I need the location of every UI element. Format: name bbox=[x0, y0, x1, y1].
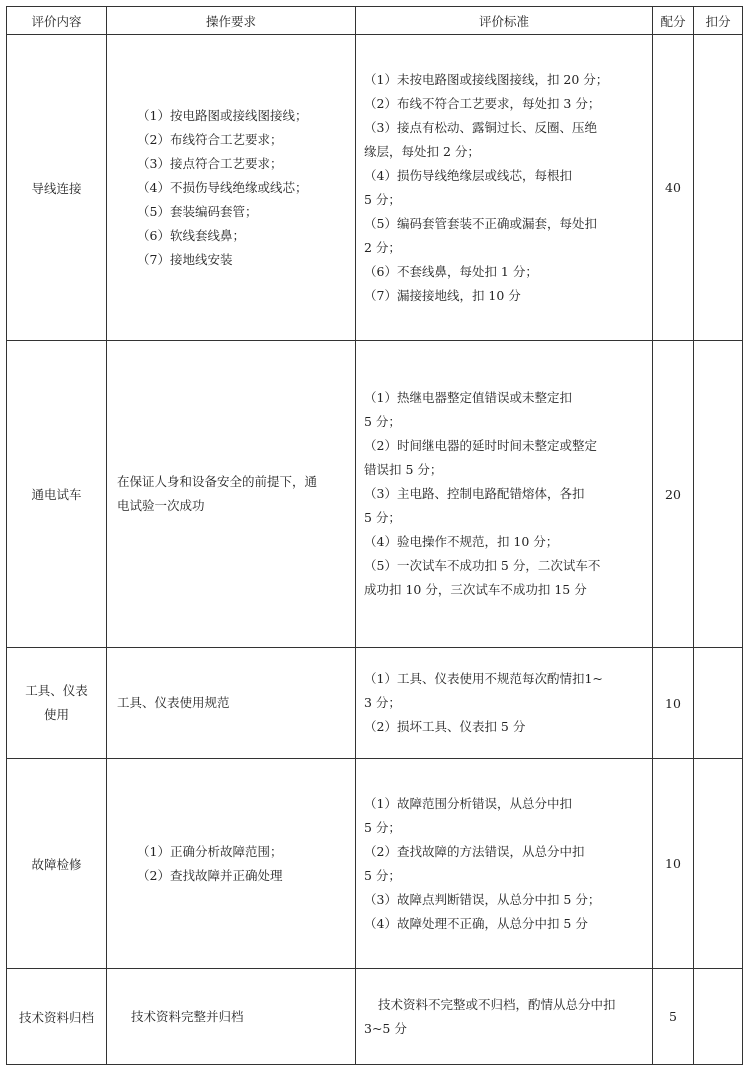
cell-requirement bbox=[107, 969, 356, 1065]
cell-standard bbox=[356, 759, 653, 969]
standard-line: （1）工具、仪表使用不规范每次酌情扣1~ bbox=[364, 671, 603, 686]
standard-line: （2）损坏工具、仪表扣 5 分 bbox=[364, 719, 526, 734]
table-row bbox=[7, 648, 743, 759]
cell-score: 10 bbox=[653, 759, 694, 969]
requirement-line: 电试验一次成功 bbox=[117, 498, 205, 513]
standard-line: 5 分； bbox=[364, 414, 401, 429]
requirement-line: （7）接地线安装 bbox=[137, 251, 233, 267]
cell-content: 故障检修 bbox=[7, 759, 107, 969]
standard-line: 5 分； bbox=[364, 819, 401, 835]
standard-line: （5）一次试车不成功扣 5 分，二次试车不 bbox=[364, 558, 601, 573]
standard-line: 成功扣 10 分，三次试车不成功扣 15 分 bbox=[364, 582, 587, 597]
cell-deduct bbox=[694, 35, 743, 341]
requirement-line: （3）接点符合工艺要求； bbox=[137, 155, 283, 171]
header-row bbox=[7, 7, 743, 35]
standard-line: （2）时间继电器的延时时间未整定或整定 bbox=[364, 438, 597, 453]
cell-content: 通电试车 bbox=[7, 341, 107, 648]
standard-line: 技术资料不完整或不归档，酌情从总分中扣 bbox=[378, 996, 616, 1012]
cell-requirement bbox=[107, 341, 356, 648]
standard-line: 5 分； bbox=[364, 510, 401, 525]
requirement-line: 在保证人身和设备安全的前提下，通 bbox=[117, 474, 318, 489]
table-row bbox=[7, 969, 743, 1065]
requirement-line: （4）不损伤导线绝缘或线芯； bbox=[137, 179, 308, 195]
standard-line: 3 分； bbox=[364, 695, 401, 710]
cell-content: 技术资料归档 bbox=[7, 969, 107, 1065]
cell-deduct bbox=[694, 648, 743, 759]
standard-line: （6）不套线鼻，每处扣 1 分； bbox=[364, 263, 538, 279]
cell-standard bbox=[356, 648, 653, 759]
cell-score: 10 bbox=[653, 648, 694, 759]
cell-requirement bbox=[107, 648, 356, 759]
cell-score: 20 bbox=[653, 341, 694, 648]
cell-deduct bbox=[694, 759, 743, 969]
requirement-line: （5）套装编码套管； bbox=[137, 203, 258, 219]
cell-content: 导线连接 bbox=[7, 35, 107, 341]
cell-requirement bbox=[107, 35, 356, 341]
requirement-line: （1）正确分析故障范围； bbox=[137, 843, 283, 859]
requirement-line: 技术资料完整并归档 bbox=[131, 1008, 244, 1024]
standard-line: （3）主电路、控制电路配错熔体，各扣 bbox=[364, 486, 585, 501]
standard-line: 5 分； bbox=[364, 191, 401, 207]
standard-line: （4）故障处理不正确，从总分中扣 5 分 bbox=[364, 915, 588, 931]
requirement-line: （2）布线符合工艺要求； bbox=[137, 131, 283, 147]
standard-line: （3）接点有松动、露铜过长、反圈、压绝 bbox=[364, 119, 597, 135]
evaluation-table bbox=[6, 6, 743, 1065]
requirement-line: （6）软线套线鼻； bbox=[137, 227, 245, 243]
standard-line: （1）未按电路图或接线图接线，扣 20 分； bbox=[364, 71, 609, 87]
content-line: 使用 bbox=[43, 707, 69, 722]
standard-line: （1）故障范围分析错误，从总分中扣 bbox=[364, 795, 572, 811]
cell-standard bbox=[356, 35, 653, 341]
cell-content bbox=[7, 648, 107, 759]
standard-line: （3）故障点判断错误，从总分中扣 5 分； bbox=[364, 891, 601, 907]
standard-line: （2）布线不符合工艺要求，每处扣 3 分； bbox=[364, 95, 601, 111]
content-line: 工具、仪表 bbox=[25, 683, 88, 698]
requirement-line: （2）查找故障并正确处理 bbox=[137, 867, 283, 883]
standard-line: 缘层，每处扣 2 分； bbox=[364, 143, 480, 159]
standard-line: 5 分； bbox=[364, 867, 401, 883]
cell-score: 5 bbox=[653, 969, 694, 1065]
cell-deduct bbox=[694, 969, 743, 1065]
cell-deduct bbox=[694, 341, 743, 648]
table-row bbox=[7, 35, 743, 341]
requirement-line: （1）按电路图或接线图接线； bbox=[137, 107, 308, 123]
requirement-line: 工具、仪表使用规范 bbox=[117, 695, 230, 710]
standard-line: （4）损伤导线绝缘层或线芯，每根扣 bbox=[364, 167, 572, 183]
cell-standard bbox=[356, 969, 653, 1065]
standard-line: 3~5 分 bbox=[364, 1020, 407, 1036]
standard-line: （7）漏接接地线，扣 10 分 bbox=[364, 287, 521, 303]
header-standard: 评价标准 bbox=[356, 7, 653, 35]
standard-line: （4）验电操作不规范，扣 10 分； bbox=[364, 534, 559, 549]
cell-standard bbox=[356, 341, 653, 648]
standard-line: （2）查找故障的方法错误，从总分中扣 bbox=[364, 843, 585, 859]
standard-line: 2 分； bbox=[364, 239, 401, 255]
cell-requirement bbox=[107, 759, 356, 969]
cell-score: 40 bbox=[653, 35, 694, 341]
header-score: 配分 bbox=[653, 7, 694, 35]
standard-line: 错误扣 5 分； bbox=[364, 462, 443, 477]
header-requirement: 操作要求 bbox=[107, 7, 356, 35]
table-row bbox=[7, 759, 743, 969]
standard-line: （1）热继电器整定值错误或未整定扣 bbox=[364, 390, 572, 405]
standard-line: （5）编码套管套装不正确或漏套，每处扣 bbox=[364, 215, 597, 231]
table-row bbox=[7, 341, 743, 648]
header-content: 评价内容 bbox=[7, 7, 107, 35]
header-deduct: 扣分 bbox=[694, 7, 743, 35]
